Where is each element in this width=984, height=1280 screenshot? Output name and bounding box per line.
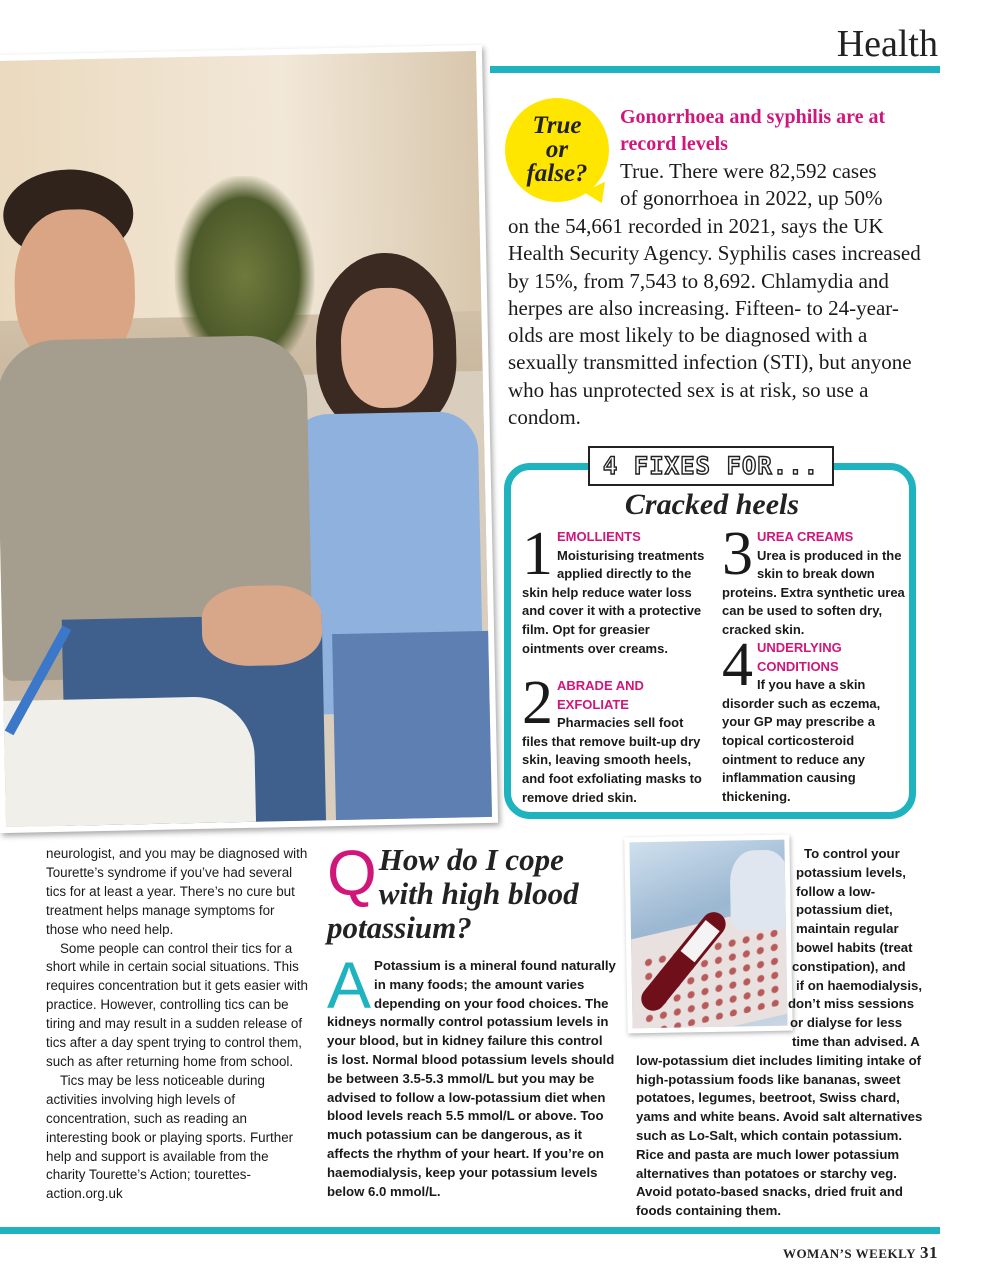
fix-number: 4: [722, 631, 753, 699]
fix-item: [522, 669, 708, 807]
paragraph: Some people can control their tics for a short while in certain social situations. This requires concentration but it gets easier with practice. However, controlling tics can be tiring and may result in a sudden release of tics after a day spent trying to control them, such as after returning home from school.: [46, 940, 309, 1069]
true-or-false-heading: Gonorrhoea and syphilis are at record levels: [620, 106, 886, 155]
answer-text: Potassium is a mineral found naturally in many foods; the amount varies depending on your food choices. The kidneys normally control potassium levels in your blood, but in kidney failure this control is lost. Normal blood potassium levels should be between 3.5-5.3 mmol/L but you may be advised to follow a low-potassium diet when blood levels reach 5.5 mmol/L or above. Too much potassium can be dangerous, as it affects the rhythm of your heart. If you’re on haemodialysis, keep your potassium levels below 6.0 mmol/L.: [327, 958, 616, 1199]
wrapped-line: bowel habits (treat: [796, 939, 913, 955]
wrapped-line: if on haemodialysis,: [796, 977, 923, 993]
fix-item: [522, 520, 708, 658]
fix-heading: UNDERLYING CONDITIONS: [757, 640, 842, 674]
wrapped-line: constipation), and: [792, 958, 906, 974]
wrapped-line: maintain regular: [796, 921, 899, 937]
fix-number: 2: [522, 669, 553, 737]
wrapped-line: or dialyse for less: [790, 1015, 903, 1031]
magazine-name: WOMAN’S WEEKLY: [782, 1246, 916, 1261]
answer-continued-text: low-potassium diet includes limiting intake of high-potassium foods like bananas, sweet potatoes, legumes, beetroot, Swiss chard, yams and white beans. Avoid salt alternatives such as Lo-Salt, which contain potassium. Rice and pasta are much lower potassium alternatives than potatoes or starchy veg. Avoid potato-based snacks, dried fruit and foods containing them.: [636, 1052, 923, 1219]
q-dropcap: Q: [327, 837, 377, 909]
top-rule: [490, 66, 940, 73]
true-or-false-body: on the 54,661 recorded in 2021, says the UK Health Security Agency. Syphilis cases increased by 15%, from 7,543 to 8,692. Chlamydia and herpes are also increasing. Fifteen- to 24-year-olds are most likely to be diagnosed with a sexually transmitted infection (STI), but anyone who has unprotected sex is at risk, so use a condom.: [508, 214, 921, 430]
fix-number: 3: [722, 520, 753, 588]
bottom-rule: [0, 1227, 940, 1234]
body-line: True. There were 82,592 cases: [620, 159, 877, 183]
fix-number: 1: [522, 520, 553, 588]
a-dropcap: A: [327, 948, 372, 1022]
paragraph: Tics may be less noticeable during activities involving high levels of concentration, such as reading an interesting book or playing sports. Further help and support is available from the charity Tourette’s Action; tourettes-action.org.uk: [46, 1072, 294, 1202]
wrapped-line: time than advised. A: [792, 1033, 920, 1049]
section-title: Health: [836, 23, 938, 65]
body-line: of gonorrhoea in 2022, up 50%: [620, 186, 883, 211]
answer-body: [327, 948, 617, 1201]
photo-teen-and-mother: [0, 45, 498, 833]
fix-item: [722, 520, 908, 640]
fix-text: Pharmacies sell foot files that remove built-up dry skin, leaving smooth heels, and foot exfoliating masks to remove dried skin.: [522, 715, 702, 805]
fixes-label: 4 FIXES FOR...: [588, 446, 834, 486]
true-or-false-body-indented: [620, 158, 920, 213]
fix-text: If you have a skin disorder such as eczema, your GP may prescribe a topical corticosteroid ointment to reduce any inflammation causing thickening.: [722, 677, 881, 804]
paragraph: neurologist, and you may be diagnosed with Tourette’s syndrome if you’ve had several tics for at least a year. There’s no cure but treatment helps manage symptoms for those who need help.: [46, 846, 308, 937]
question-text: How do I cope with high blood potassium?: [327, 842, 579, 945]
fix-item: [722, 631, 908, 806]
page-number: 31: [920, 1243, 938, 1262]
fix-heading: UREA CREAMS: [757, 529, 854, 544]
page-footer: [783, 1243, 938, 1263]
fix-heading: EMOLLIENTS: [557, 529, 641, 544]
fix-text: Urea is produced in the skin to break down proteins. Extra synthetic urea can be used to soften dry, cracked skin.: [722, 547, 905, 637]
wrapped-line: follow a low-: [796, 883, 876, 899]
fix-heading: ABRADE AND EXFOLIATE: [557, 678, 644, 712]
question-heading: [327, 837, 617, 945]
fix-text: Moisturising treatments applied directly to the skin help reduce water loss and cover it with a protective film. Opt for greasier ointments over creams.: [522, 547, 705, 656]
badge-line: or: [545, 136, 569, 163]
answer-continued: [636, 845, 926, 1221]
fixes-title: Cracked heels: [624, 488, 800, 521]
wrapped-lines: [788, 845, 926, 1052]
wrapped-line: potassium diet,: [796, 902, 893, 918]
wrapped-line: To control your: [804, 846, 900, 861]
badge-line: false?: [526, 160, 588, 187]
badge-line: True: [532, 112, 582, 139]
wrapped-line: don’t miss sessions: [788, 996, 915, 1012]
wrapped-line: potassium levels,: [796, 864, 906, 880]
tourettes-article-continued: [46, 845, 308, 1204]
